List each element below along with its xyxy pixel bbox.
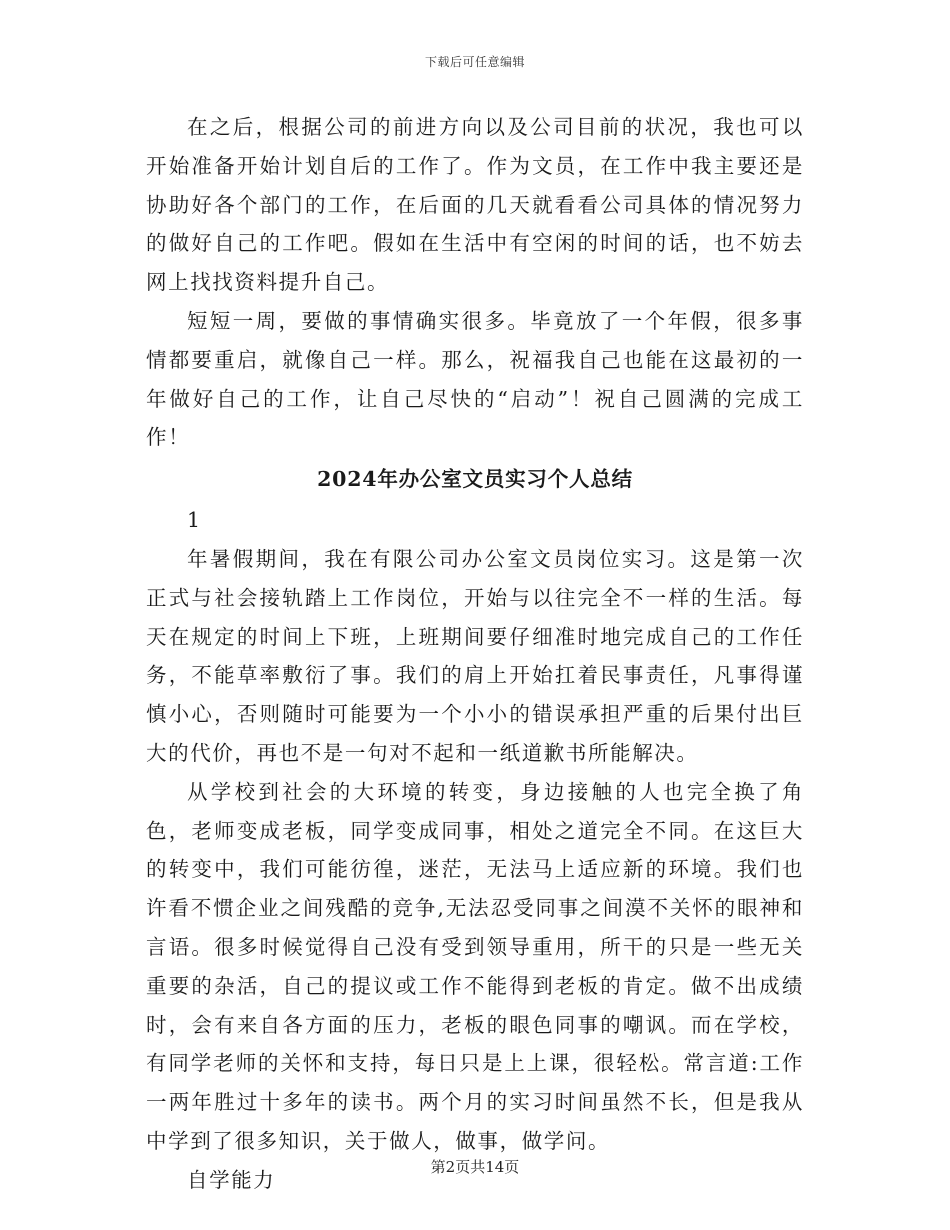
document-body (146, 108, 804, 1200)
page-footer: 第2页共14页 (430, 1158, 520, 1176)
paragraph: 在之后，根据公司的前进方向以及公司目前的状况，我也可以开始准备开始计划自后的工作了。作为文员，在工作中我主要还是协助好各个部门的工作，在后面的几天就看看公司具体的情况努力的做好自己的工作吧。假如在生活中有空闲的时间的话，也不妨去网上找找资料提升自己。 (146, 115, 804, 295)
section-number: 1 (187, 508, 202, 533)
subheading-paragraph: 自学能力 (187, 1167, 276, 1192)
page-header: 下载后可任意编辑 (424, 55, 525, 69)
paragraph: 短短一周，要做的事情确实很多。毕竟放了一个年假，很多事情都要重启，就像自己一样。那么，祝福我自己也能在这最初的一年做好自己的工作，让自己尽快的“启动”！祝自己圆满的完成工作！ (146, 308, 804, 450)
paragraph: 从学校到社会的大环境的转变，身边接触的人也完全换了角色，老师变成老板，同学变成同事，相处之道完全不同。在这巨大的转变中，我们可能彷徨，迷茫，无法马上适应新的环境。我们也许看不惯企业之间残酷的竞争,无法忍受同事之间漠不关怀的眼神和言语。很多时候觉得自己没有受到领导重用，所干的只是一些无关重要的杂活，自己的提议或工作不能得到老板的肯定。做不出成绩时，会有来自各方面的压力，老板的眼色同事的嘲讽。而在学校，有同学老师的关怀和支持，每日只是上上课，很轻松。常言道:工作一两年胜过十多年的读书。两个月的实习时间虽然不长，但是我从中学到了很多知识，关于做人，做事，做学问。 (146, 779, 804, 1153)
section-title: 2024年办公室文员实习个人总结 (317, 467, 633, 492)
paragraph: 年暑假期间，我在有限公司办公室文员岗位实习。这是第一次正式与社会接轨踏上工作岗位，开始与以往完全不一样的生活。每天在规定的时间上下班，上班期间要仔细准时地完成自己的工作任务，不能草率敷衍了事。我们的肩上开始扛着民事责任，凡事得谨慎小心，否则随时可能要为一个小小的错误承担严重的后果付出巨大的代价，再也不是一句对不起和一纸道歉书所能解决。 (146, 546, 804, 765)
